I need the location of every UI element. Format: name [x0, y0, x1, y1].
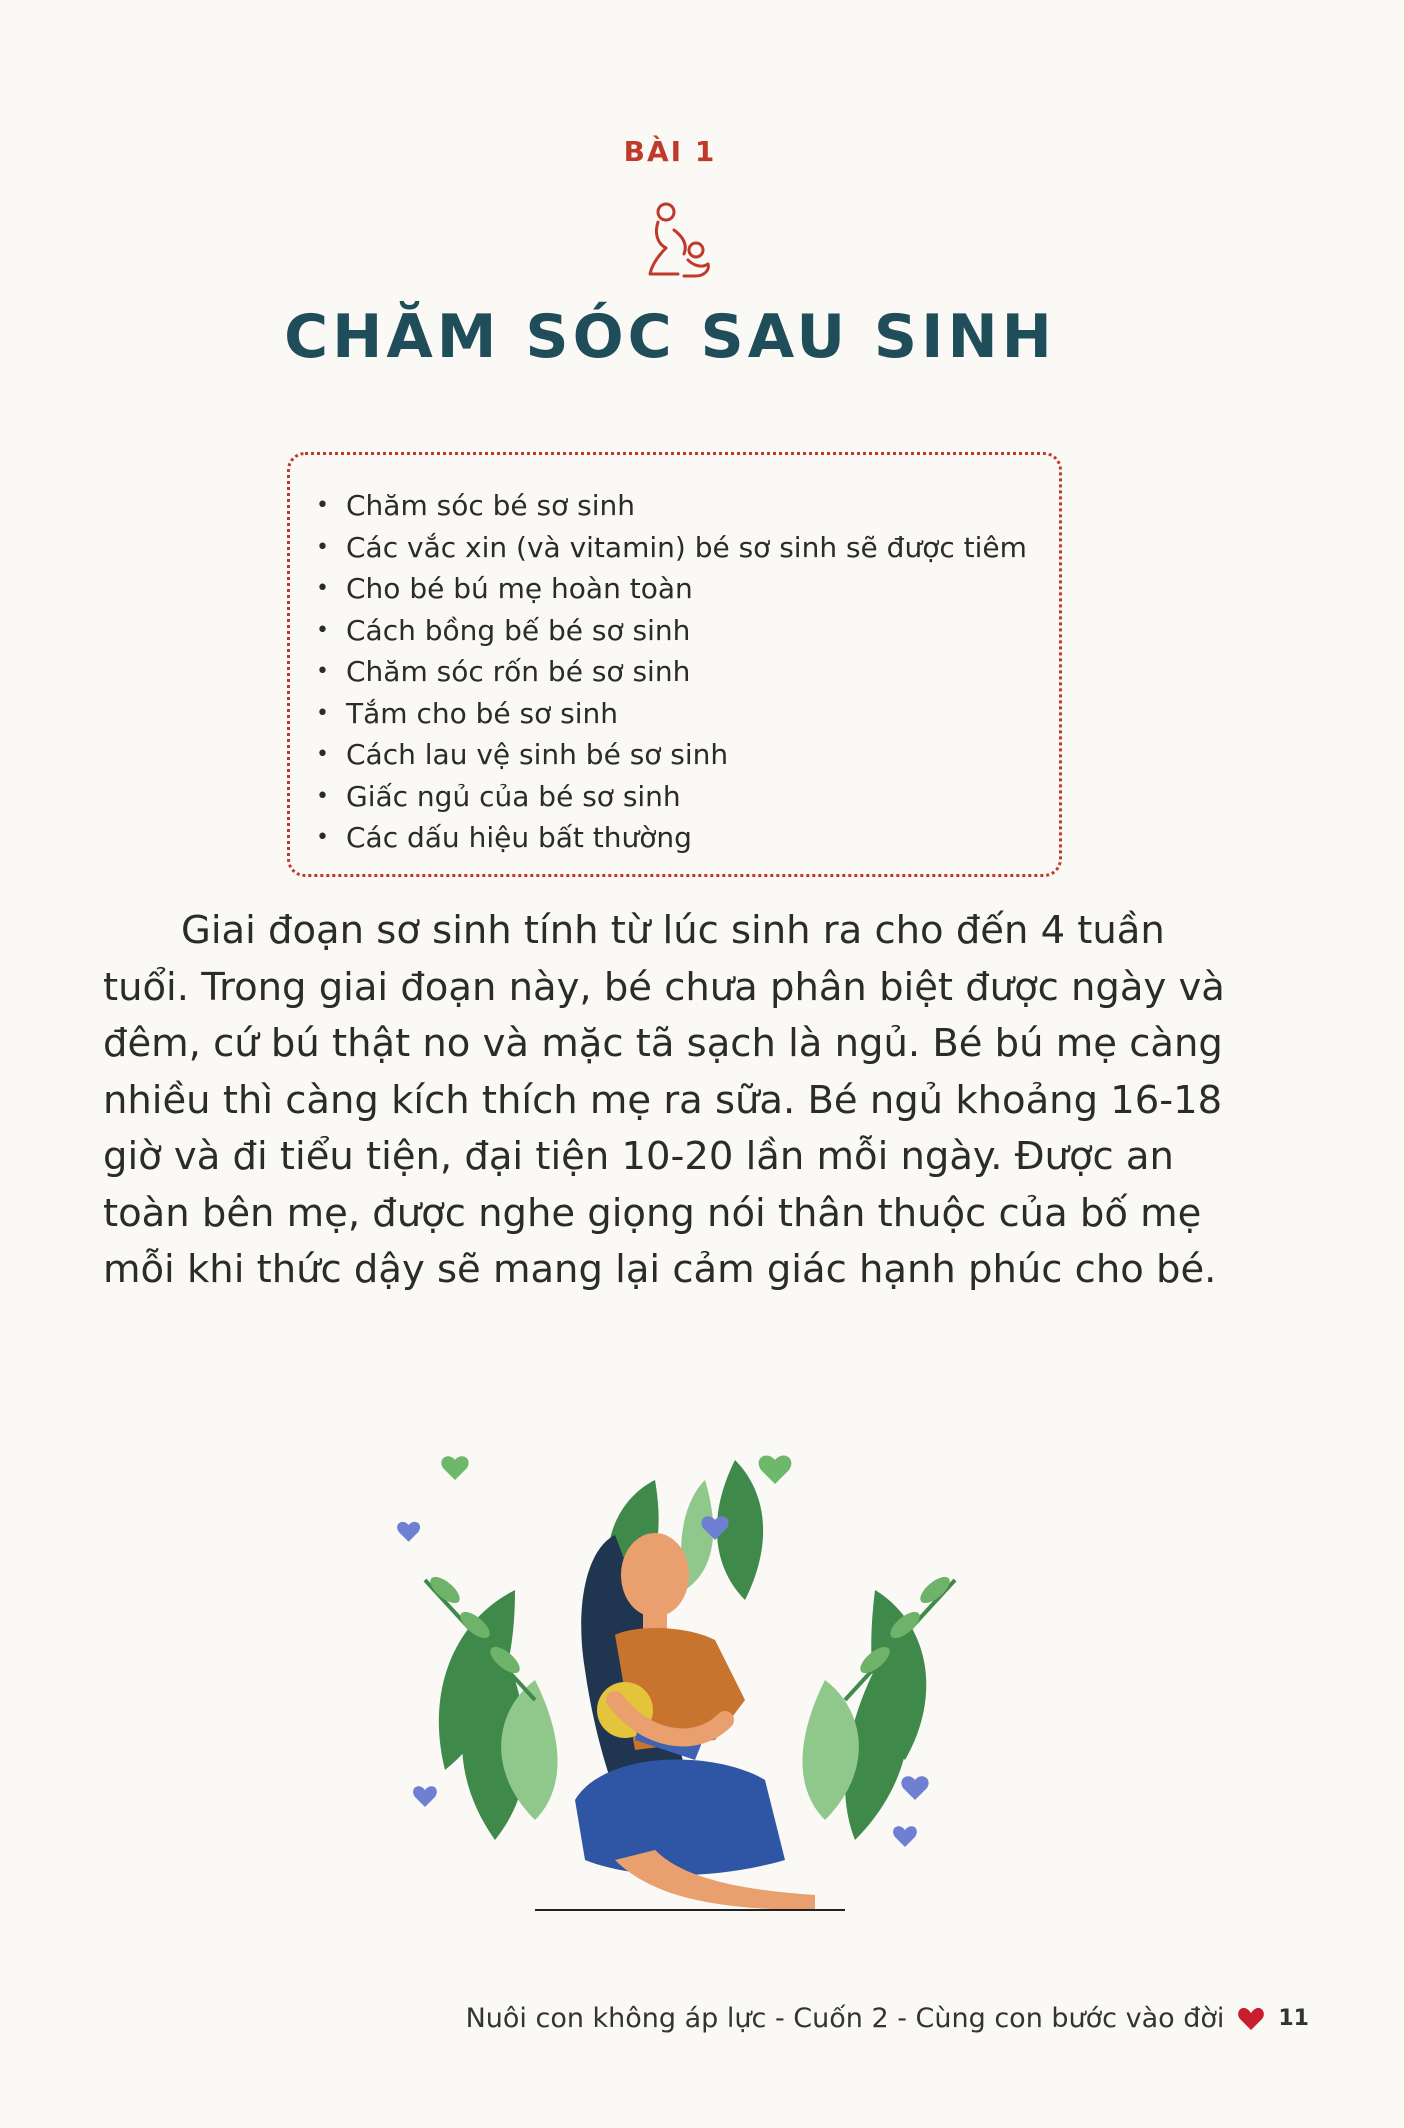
topic-item: • Chăm sóc rốn bé sơ sinh	[312, 651, 1039, 693]
book-title: Nuôi con không áp lực - Cuốn 2 - Cùng con bước vào đời	[465, 2003, 1225, 2034]
topic-item: • Tắm cho bé sơ sinh	[312, 693, 1039, 735]
topic-item: • Cho bé bú mẹ hoàn toàn	[312, 568, 1039, 610]
topic-item: • Chăm sóc bé sơ sinh	[312, 485, 1039, 527]
lesson-title: CHĂM SÓC SAU SINH	[284, 302, 1056, 372]
page-footer	[466, 2003, 1309, 2034]
topic-item: • Cách bồng bế bé sơ sinh	[312, 610, 1039, 652]
topic-item: • Các dấu hiệu bất thường	[312, 817, 1039, 859]
lesson-label: BÀI 1	[623, 135, 717, 168]
topic-item: • Các vắc xin (và vitamin) bé sơ sinh sẽ được tiêm	[312, 527, 1039, 569]
page-number: 11	[1278, 2006, 1309, 2031]
topic-item: • Cách lau vệ sinh bé sơ sinh	[312, 734, 1039, 776]
body-paragraph: Giai đoạn sơ sinh tính từ lúc sinh ra cho đến 4 tuần tuổi. Trong giai đoạn này, bé chưa phân biệt được ngày và đêm, cứ bú thật no và mặc tã sạch là ngủ. Bé bú mẹ càng nhiều thì càng kích thích mẹ ra sữa. Bé ngủ khoảng 16-18 giờ và đi tiểu tiện, đại tiện 10-20 lần mỗi ngày. Được an toàn bên mẹ, được nghe giọng nói thân thuộc của bố mẹ mỗi khi thức dậy sẽ mang lại cảm giác hạnh phúc cho bé.	[103, 908, 1225, 1292]
mother-baby-icon	[644, 200, 714, 280]
topics-box	[287, 452, 1062, 877]
topics-list	[312, 485, 1039, 859]
topic-item: • Giấc ngủ của bé sơ sinh	[312, 776, 1039, 818]
breastfeeding-mother-illustration	[385, 1440, 995, 1950]
heart-icon	[1238, 2007, 1264, 2031]
